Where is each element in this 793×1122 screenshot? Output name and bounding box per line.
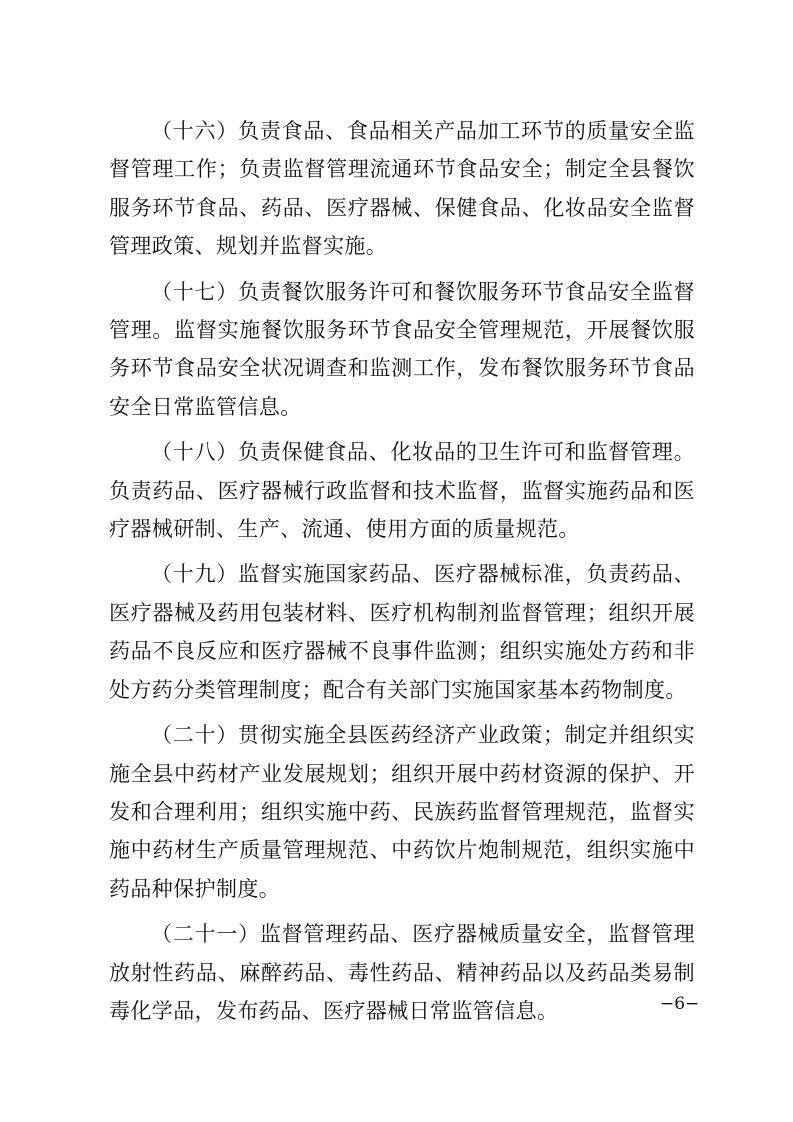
document-body [109,112,695,1037]
page-number: −6− [660,994,700,1014]
paragraph-item-16: （十六）负责食品、食品相关产品加工环节的质量安全监督管理工作；负责监督管理流通环节食品安全；制定全县餐饮服务环节食品、药品、医疗器械、保健食品、化妆品安全监督管理政策、规划并监督实施。 [109,119,695,259]
paragraph-item-18: （十八）负责保健食品、化妆品的卫生许可和监督管理。负责药品、医疗器械行政监督和技术监督，监督实施药品和医疗器械研制、生产、流通、使用方面的质量规范。 [109,440,695,542]
paragraph-item-17: （十七）负责餐饮服务许可和餐饮服务环节食品安全监督管理。监督实施餐饮服务环节食品安全管理规范，开展餐饮服务环节食品安全状况调查和监测工作，发布餐饮服务环节食品安全日常监管信息。 [109,279,695,419]
paragraph-item-20: （二十）贯彻实施全县医药经济产业政策；制定并组织实施全县中药材产业发展规划；组织开展中药材资源的保护、开发和合理利用；组织实施中药、民族药监督管理规范，监督实施中药材生产质量管理规范、中药饮片炮制规范，组织实施中药品种保护制度。 [109,723,695,901]
paragraph-item-21: （二十一）监督管理药品、医疗器械质量安全，监督管理放射性药品、麻醉药品、毒性药品、精神药品以及药品类易制毒化学品，发布药品、医疗器械日常监管信息。 [109,922,695,1023]
paragraph-item-19: （十九）监督实施国家药品、医疗器械标准，负责药品、医疗器械及药用包装材料、医疗机构制剂监督管理；组织开展药品不良反应和医疗器械不良事件监测；组织实施处方药和非处方药分类管理制度；配合有关部门实施国家基本药物制度。 [109,562,695,702]
